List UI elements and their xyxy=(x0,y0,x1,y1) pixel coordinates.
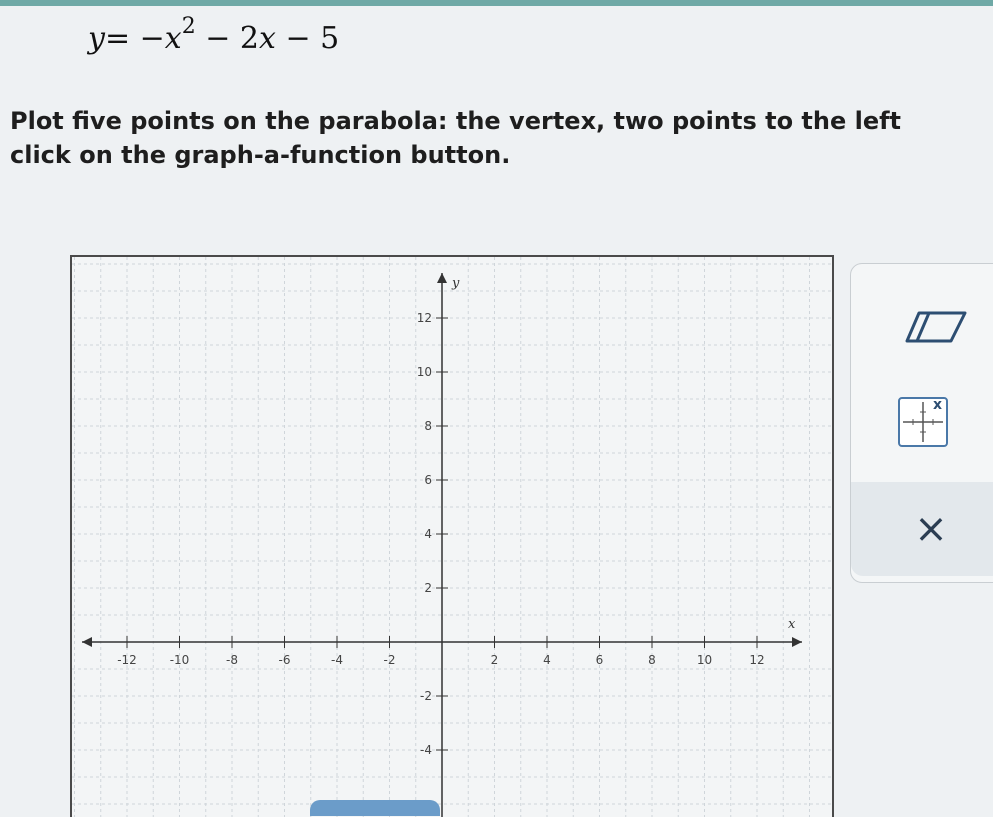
instruction-line-2: click on the graph-a-function button. xyxy=(10,141,511,169)
x-tick-label: -12 xyxy=(117,653,137,667)
equation-x2: x xyxy=(258,21,276,56)
equation-term3: − 5 xyxy=(275,21,340,56)
x-tick-label: 12 xyxy=(749,653,765,667)
y-tick-label: 10 xyxy=(416,365,432,379)
bottom-tab-button[interactable] xyxy=(310,800,440,816)
graph-panel[interactable] xyxy=(70,255,834,817)
x-tick-label: 8 xyxy=(648,653,656,667)
x-tick-label: -8 xyxy=(226,653,238,667)
x-tick-label: -10 xyxy=(169,653,190,667)
x-tick-label: 2 xyxy=(490,653,499,667)
x-tick-label: 6 xyxy=(595,653,604,667)
function-icon-x-label: x xyxy=(932,397,942,413)
x-tick-label: -6 xyxy=(278,653,291,667)
equation-exponent: 2 xyxy=(181,14,196,39)
y-tick-label: 6 xyxy=(424,473,432,487)
graph-function-icon xyxy=(898,397,948,447)
equation-x: x xyxy=(164,21,182,56)
y-tick-label: 12 xyxy=(416,311,432,325)
eraser-button[interactable] xyxy=(901,302,971,352)
y-tick-label: -2 xyxy=(420,689,432,703)
top-accent-bar xyxy=(0,0,993,6)
y-axis-arrow-up xyxy=(437,273,447,283)
graph-a-function-button[interactable] xyxy=(895,394,951,450)
equation xyxy=(88,14,340,56)
x-tick-label: 10 xyxy=(696,653,713,667)
x-axis-arrow-left xyxy=(82,637,92,647)
instruction-line-1: Plot five points on the parabola: the vertex, two points to the left xyxy=(10,107,902,135)
x-axis-label: x xyxy=(788,617,796,632)
x-axis-arrow-right xyxy=(792,637,802,647)
equation-term2: − 2 xyxy=(195,21,259,56)
y-axis-label: y xyxy=(452,276,460,291)
y-tick-label: 8 xyxy=(424,419,432,433)
close-icon: × xyxy=(914,506,948,552)
coordinate-grid[interactable] xyxy=(72,257,832,817)
y-tick-label: 2 xyxy=(424,581,432,595)
clear-button[interactable] xyxy=(851,482,993,576)
equation-equals-minus: = − xyxy=(104,21,165,56)
instruction-text xyxy=(10,104,990,172)
eraser-icon xyxy=(905,309,967,345)
x-tick-label: -2 xyxy=(383,653,396,667)
y-tick-label: -4 xyxy=(420,743,432,757)
x-tick-label: 4 xyxy=(543,653,551,667)
tool-panel xyxy=(850,263,993,583)
equation-y: y xyxy=(88,21,105,56)
y-tick-label: 4 xyxy=(424,527,432,541)
x-tick-label: -4 xyxy=(331,653,343,667)
